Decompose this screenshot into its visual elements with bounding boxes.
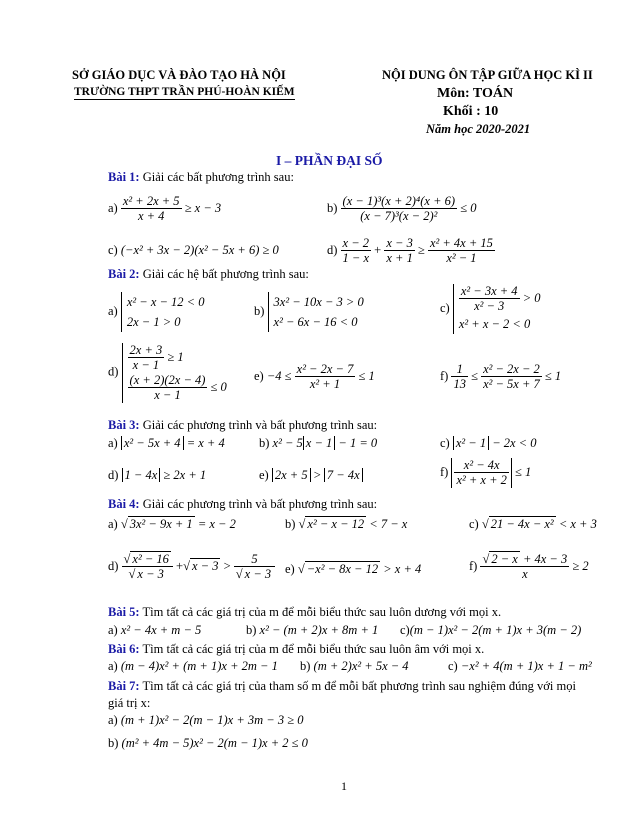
bai2-a-system xyxy=(121,292,205,332)
bai2-f-frac2 xyxy=(481,362,542,392)
bai6-b-label: b) xyxy=(300,659,311,673)
bai2-a-line1: x² − x − 12 < 0 xyxy=(126,295,205,309)
bai2-c xyxy=(440,284,541,334)
bai1-b-num: (x − 1)³(x + 2)⁴(x + 6) xyxy=(342,194,456,208)
bai4-f-num-rest: + 4x − 3 xyxy=(522,552,568,566)
bai2-f-le: ≤ xyxy=(471,368,478,383)
bai2-e-left: −4 ≤ xyxy=(266,368,292,383)
bai4-e-label: e) xyxy=(285,562,295,576)
bai1-b-fraction xyxy=(341,194,458,224)
department-name: SỞ GIÁO DỤC VÀ ĐÀO TẠO HÀ NỘI xyxy=(72,68,286,82)
bai4-b-rad: x² − x − 12 xyxy=(307,517,365,531)
bai4-d-plus: + xyxy=(176,558,184,573)
bai5-text: Tìm tất cả các giá trị của m để mỗi biểu thức sau luôn dương với mọi x. xyxy=(139,605,502,619)
bai5-b-expr: x² − (m + 2)x + 8m + 1 xyxy=(259,623,379,637)
bai2-a-line2: 2x − 1 > 0 xyxy=(126,315,181,329)
bai3-b-abs: x − 1 xyxy=(303,436,335,450)
bai2-d-f1d: x − 1 xyxy=(132,358,160,373)
bai2-b-line2: x² − 6x − 16 < 0 xyxy=(273,315,358,329)
bai4-b-label: b) xyxy=(285,517,296,531)
bai2-e-label: e) xyxy=(254,368,264,383)
bai4-f-num: √ 2 − x + 4x − 3 xyxy=(482,552,568,566)
bai3-a-rhs: = x + 4 xyxy=(186,436,225,450)
bai1-d-frac1 xyxy=(341,236,371,266)
bai1-d-frac2 xyxy=(384,236,414,266)
bai1-d-f3n: x² + 4x + 15 xyxy=(429,236,493,250)
bai4-a: a) √ 3x² − 9x + 1 = x − 2 xyxy=(108,517,236,531)
bai1-a-num: x² + 2x + 5 xyxy=(122,194,180,208)
document-title: NỘI DUNG ÔN TẬP GIỮA HỌC KÌ II xyxy=(382,68,593,82)
bai4-f-label: f) xyxy=(469,558,478,573)
bai4-c-rhs: < x + 3 xyxy=(558,517,597,531)
bai7-b-label: b) xyxy=(108,736,119,750)
bai4-a-label: a) xyxy=(108,517,118,531)
grade-label: Khối : 10 xyxy=(443,104,499,119)
bai3-e xyxy=(259,468,363,483)
bai4-d-f2n: 5 xyxy=(234,552,275,567)
bai2-f-ln: 1 xyxy=(451,362,468,377)
bai6-label: Bài 6: xyxy=(108,642,140,656)
bai2-f xyxy=(440,362,561,392)
bai3-a-label: a) xyxy=(108,436,118,450)
bai4-f-rad: 2 − x xyxy=(491,552,518,566)
bai1-c-label: c) xyxy=(108,243,118,257)
school-name-text: TRƯỜNG THPT TRẦN PHÚ-HOÀN KIẾM xyxy=(74,86,295,98)
bai5-c-label: c) xyxy=(400,623,410,637)
bai7-a xyxy=(108,713,303,728)
bai4-d-rad: x − 3 xyxy=(191,558,219,573)
bai2-b xyxy=(254,292,364,332)
bai4-f xyxy=(469,552,589,582)
bai5-b xyxy=(246,623,378,638)
bai4-e-rhs: > x + 4 xyxy=(383,562,422,576)
bai4-d-num-rad: x² − 16 xyxy=(132,552,169,566)
bai2-d-f1n: 2x + 3 xyxy=(129,343,163,357)
bai3-e-gt: > xyxy=(313,468,321,482)
bai7-a-expr: (m + 1)x² − 2(m − 1)x + 3m − 3 ≥ 0 xyxy=(120,713,304,727)
bai6-heading xyxy=(108,642,484,657)
bai6-a-label: a) xyxy=(108,659,118,673)
bai7-text2: giá trị x: xyxy=(108,696,151,710)
bai3-c-label: c) xyxy=(440,436,450,450)
bai2-b-line1: 3x² − 10x − 3 > 0 xyxy=(273,295,364,309)
bai1-d-ge: ≥ xyxy=(417,242,425,257)
bai4-d-f2d-wrap: √ x − 3 xyxy=(235,567,272,582)
bai6-c xyxy=(448,659,592,674)
bai1-d-f1n: x − 2 xyxy=(342,236,370,250)
bai5-a xyxy=(108,623,201,638)
bai3-c xyxy=(440,436,537,451)
bai3-f-rhs: ≤ 1 xyxy=(515,464,532,479)
bai6-text: Tìm tất cả các giá trị của m để mỗi biểu thức sau luôn âm với mọi x. xyxy=(139,642,485,656)
bai3-b-rhs: − 1 = 0 xyxy=(338,436,378,450)
bai5-label: Bài 5: xyxy=(108,605,140,619)
bai3-b-label: b) xyxy=(259,436,270,450)
bai6-c-label: c) xyxy=(448,659,458,673)
bai3-text: Giải các phương trình và bất phương trình sau: xyxy=(139,418,378,432)
bai2-e-frac xyxy=(295,362,356,392)
page-number: 1 xyxy=(341,779,347,793)
bai2-f-label: f) xyxy=(440,368,449,383)
section-title: I – PHẦN ĐẠI SỐ xyxy=(276,153,383,168)
school-name xyxy=(74,86,295,98)
bai2-c-num: x² − 3x + 4 xyxy=(460,284,518,298)
bai4-label: Bài 4: xyxy=(108,497,140,511)
bai5-heading xyxy=(108,605,501,620)
bai3-e-abs1: 2x + 5 xyxy=(272,468,311,482)
bai1-text: Giải các bất phương trình sau: xyxy=(139,170,294,184)
bai3-b xyxy=(259,436,377,451)
bai4-d: d) $\frac{\text{√ x² − 16}}{√ x - 3}$ +√ x − 3 > $\frac{5}{√ x - 3}$ xyxy=(108,552,275,582)
bai3-f-den: x² + x + 2 xyxy=(456,473,507,488)
bai1-heading xyxy=(108,170,294,185)
bai2-d xyxy=(108,343,227,403)
bai7-a-label: a) xyxy=(108,713,118,727)
bai2-f-frac1 xyxy=(451,362,468,392)
bai3-f-label: f) xyxy=(440,464,449,479)
bai2-b-system xyxy=(268,292,364,332)
bai3-a-abs: x² − 5x + 4 xyxy=(121,436,184,450)
bai3-e-abs2: 7 − 4x xyxy=(324,468,363,482)
bai4-d-frac2 xyxy=(234,552,275,582)
bai4-d-num: √ x² − 16 xyxy=(122,552,173,567)
bai3-b-pre: x² − 5 xyxy=(272,436,303,450)
bai2-text: Giải các hệ bất phương trình sau: xyxy=(139,267,309,281)
bai4-d-label: d) xyxy=(108,558,119,573)
bai1-b-rhs: ≤ 0 xyxy=(460,200,477,215)
bai4-d-den: √ x − 3 xyxy=(128,567,164,582)
bai3-e-label: e) xyxy=(259,468,269,482)
bai4-b: b) √ x² − x − 12 < 7 − x xyxy=(285,517,408,531)
bai2-c-line2: x² + x − 2 < 0 xyxy=(458,316,531,331)
bai3-d-abs: 1 − 4x xyxy=(122,468,161,482)
bai6-a-expr: (m − 4)x² + (m + 1)x + 2m − 1 xyxy=(120,659,278,673)
bai4-d-f2d: x − 3 xyxy=(244,567,272,582)
bai3-heading xyxy=(108,418,377,433)
bai2-c-den: x² − 3 xyxy=(474,299,505,314)
bai2-d-frac2 xyxy=(128,373,208,403)
bai1-label: Bài 1: xyxy=(108,170,140,184)
bai2-c-rhs: > 0 xyxy=(522,290,541,305)
bai3-label: Bài 3: xyxy=(108,418,140,432)
bai7-b-expr: (m² + 4m − 5)x² − 2(m − 1)x + 2 ≤ 0 xyxy=(121,736,308,750)
bai4-e: e) √ −x² − 8x − 12 > x + 4 xyxy=(285,562,422,576)
bai2-f-num: x² − 2x − 2 xyxy=(483,362,540,376)
bai4-c-label: c) xyxy=(469,517,479,531)
bai6-a xyxy=(108,659,278,674)
bai4-e-rad: −x² − 8x − 12 xyxy=(306,562,379,576)
bai1-a xyxy=(108,194,221,224)
bai3-c-abs: x² − 1 xyxy=(453,436,489,450)
bai1-d-f1d: 1 − x xyxy=(342,251,370,266)
bai2-label: Bài 2: xyxy=(108,267,140,281)
subject-label: Môn: TOÁN xyxy=(437,86,514,101)
bai3-d-rhs: ≥ 2x + 1 xyxy=(163,468,207,482)
bai1-d-f2d: x + 1 xyxy=(386,251,413,266)
bai2-d-r1: ≥ 1 xyxy=(167,349,184,364)
bai2-b-label: b) xyxy=(254,303,265,318)
bai1-d-label: d) xyxy=(327,242,338,257)
bai7-b xyxy=(108,736,308,751)
bai4-d-frac1 xyxy=(122,552,173,582)
bai1-d-f2n: x − 3 xyxy=(386,236,413,250)
bai2-d-f2d: x − 1 xyxy=(154,388,181,403)
bai3-f xyxy=(440,458,531,488)
bai2-e-right: ≤ 1 xyxy=(358,368,375,383)
bai1-d-plus: + xyxy=(374,242,382,257)
bai1-b xyxy=(327,194,476,224)
bai2-c-system xyxy=(453,284,541,334)
bai1-b-den: (x − 7)³(x − 2)² xyxy=(360,209,438,224)
bai3-d-label: d) xyxy=(108,468,119,482)
bai2-heading xyxy=(108,267,309,282)
bai3-f-abs xyxy=(451,458,511,488)
bai1-d xyxy=(327,236,495,266)
bai2-e-den: x² + 1 xyxy=(309,377,341,392)
bai3-d xyxy=(108,468,206,483)
bai7-text: Tìm tất cả các giá trị của tham số m để mỗi bất phương trình sau nghiệm đúng với mọi xyxy=(139,679,576,693)
bai4-heading xyxy=(108,497,377,512)
bai2-d-f2n: (x + 2)(2x − 4) xyxy=(129,372,206,387)
bai5-c xyxy=(400,623,581,638)
bai6-b xyxy=(300,659,409,674)
school-year: Năm học 2020-2021 xyxy=(426,122,531,136)
bai2-e-num: x² − 2x − 7 xyxy=(296,362,354,376)
bai2-f-ld: 13 xyxy=(453,377,466,392)
bai1-c xyxy=(108,243,279,258)
bai4-text: Giải các phương trình và bất phương trình sau: xyxy=(139,497,378,511)
bai6-c-expr: −x² + 4(m + 1)x + 1 − m² xyxy=(460,659,592,673)
bai4-b-rhs: < 7 − x xyxy=(369,517,408,531)
bai5-a-expr: x² − 4x + m − 5 xyxy=(120,623,202,637)
bai1-a-rhs: ≥ x − 3 xyxy=(184,200,222,215)
bai2-a-label: a) xyxy=(108,303,118,318)
bai4-d-gt: > xyxy=(223,558,231,573)
bai2-a xyxy=(108,292,205,332)
bai4-f-rhs: ≥ 2 xyxy=(572,558,589,573)
bai3-f-num: x² − 4x xyxy=(454,458,508,473)
bai2-d-r2: ≤ 0 xyxy=(210,379,227,394)
bai3-a xyxy=(108,436,225,451)
bai4-f-den: x xyxy=(522,567,528,582)
bai1-c-expr: (−x² + 3x − 2)(x² − 5x + 6) ≥ 0 xyxy=(120,243,279,257)
bai2-f-den: x² − 5x + 7 xyxy=(483,377,540,392)
bai3-c-rhs: − 2x < 0 xyxy=(492,436,537,450)
bai2-d-frac1 xyxy=(128,343,165,373)
bai2-e xyxy=(254,362,375,392)
bai2-d-system xyxy=(122,343,227,403)
bai1-a-den: x + 4 xyxy=(137,209,165,224)
bai4-a-rad: 3x² − 9x + 1 xyxy=(129,517,193,531)
bai5-b-label: b) xyxy=(246,623,257,637)
bai7-label: Bài 7: xyxy=(108,679,140,693)
bai2-c-frac xyxy=(459,284,520,314)
bai1-d-f3d: x² − 1 xyxy=(446,251,477,266)
bai7-heading xyxy=(108,679,576,694)
bai1-b-label: b) xyxy=(327,200,338,215)
bai2-f-right: ≤ 1 xyxy=(544,368,562,383)
bai4-d-den-rad: x − 3 xyxy=(137,567,164,582)
bai4-a-rhs: = x − 2 xyxy=(197,517,236,531)
bai2-d-label: d) xyxy=(108,364,119,379)
bai5-a-label: a) xyxy=(108,623,118,637)
bai4-c: c) √ 21 − 4x − x² < x + 3 xyxy=(469,517,597,531)
bai1-d-frac3 xyxy=(428,236,495,266)
bai4-f-frac xyxy=(480,552,569,582)
bai4-c-rad: 21 − 4x − x² xyxy=(490,517,554,531)
bai1-a-fraction xyxy=(121,194,182,224)
bai1-a-label: a) xyxy=(108,200,118,215)
bai5-c-expr: (m − 1)x² − 2(m + 1)x + 3(m − 2) xyxy=(409,623,582,637)
bai2-c-label: c) xyxy=(440,300,450,315)
bai3-f-frac xyxy=(454,458,508,488)
bai6-b-expr: (m + 2)x² + 5x − 4 xyxy=(313,659,409,673)
